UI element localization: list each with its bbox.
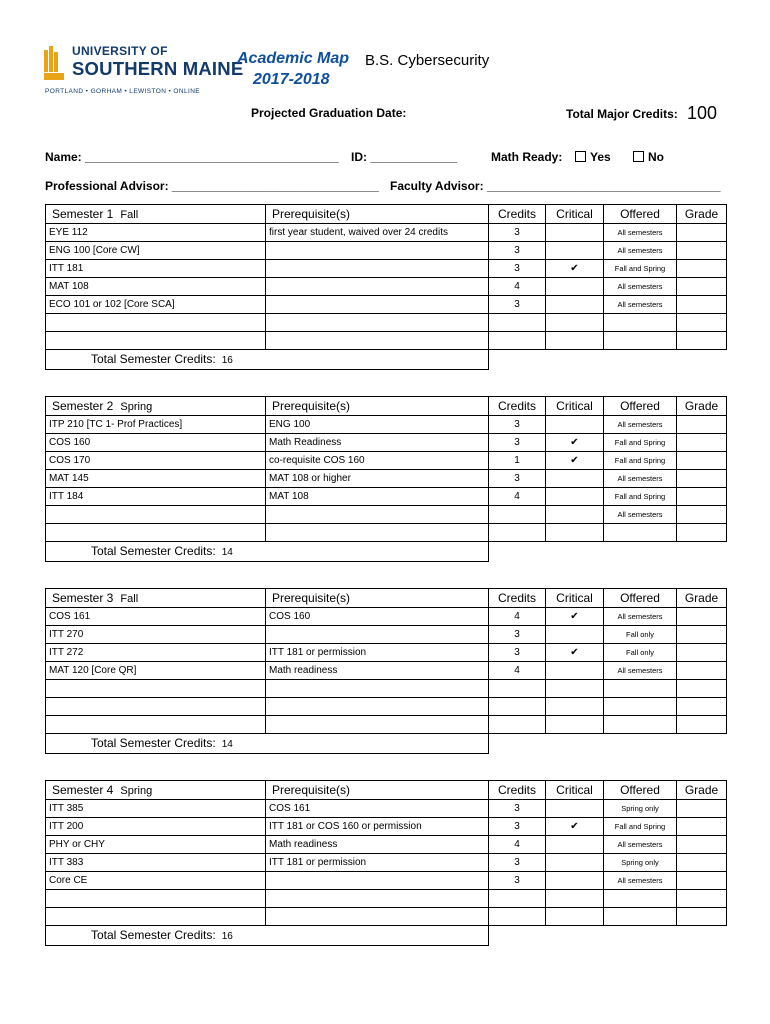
total-semester-credits bbox=[46, 350, 489, 370]
critical-cell[interactable] bbox=[546, 506, 604, 524]
grade-cell[interactable] bbox=[677, 854, 727, 872]
prereq-cell[interactable]: MAT 108 or higher bbox=[266, 470, 489, 488]
course-cell[interactable]: PHY or CHY bbox=[46, 836, 266, 854]
course-row bbox=[46, 890, 727, 908]
course-row bbox=[46, 506, 727, 524]
critical-cell[interactable] bbox=[546, 698, 604, 716]
math-ready-label: Math Ready: bbox=[491, 150, 563, 164]
credits-cell[interactable]: 3 bbox=[489, 296, 546, 314]
grade-header: Grade bbox=[677, 589, 727, 608]
offered-cell[interactable] bbox=[604, 890, 677, 908]
prereq-cell[interactable] bbox=[266, 332, 489, 350]
credits-cell[interactable]: 3 bbox=[489, 416, 546, 434]
course-cell[interactable] bbox=[46, 314, 266, 332]
offered-cell[interactable] bbox=[604, 332, 677, 350]
offered-cell[interactable] bbox=[604, 314, 677, 332]
offered-header: Offered bbox=[604, 397, 677, 416]
offered-cell[interactable]: All semesters bbox=[604, 836, 677, 854]
credits-cell[interactable]: 1 bbox=[489, 452, 546, 470]
course-row bbox=[46, 314, 727, 332]
course-row bbox=[46, 332, 727, 350]
course-row bbox=[46, 416, 727, 434]
prereq-header: Prerequisite(s) bbox=[266, 589, 489, 608]
prereq-cell[interactable] bbox=[266, 680, 489, 698]
credits-cell[interactable]: 3 bbox=[489, 434, 546, 452]
offered-cell[interactable]: All semesters bbox=[604, 278, 677, 296]
credits-header: Credits bbox=[489, 205, 546, 224]
course-cell[interactable]: ITT 270 bbox=[46, 626, 266, 644]
credits-header: Credits bbox=[489, 397, 546, 416]
total-semester-credits-value: 16 bbox=[221, 354, 233, 366]
course-row bbox=[46, 434, 727, 452]
credits-cell[interactable]: 3 bbox=[489, 626, 546, 644]
course-row bbox=[46, 470, 727, 488]
prereq-cell[interactable] bbox=[266, 716, 489, 734]
prereq-cell[interactable] bbox=[266, 506, 489, 524]
grade-cell[interactable] bbox=[677, 872, 727, 890]
prereq-cell[interactable] bbox=[266, 872, 489, 890]
critical-header: Critical bbox=[546, 781, 604, 800]
course-row bbox=[46, 242, 727, 260]
credits-cell[interactable] bbox=[489, 698, 546, 716]
credits-cell[interactable] bbox=[489, 716, 546, 734]
course-row bbox=[46, 908, 727, 926]
table-header-row bbox=[46, 781, 727, 800]
course-cell[interactable] bbox=[46, 716, 266, 734]
prereq-cell[interactable]: MAT 108 bbox=[266, 488, 489, 506]
course-cell[interactable]: EYE 112 bbox=[46, 224, 266, 242]
grade-cell[interactable] bbox=[677, 224, 727, 242]
campus-list: PORTLAND • GORHAM • LEWISTON • ONLINE bbox=[45, 88, 201, 95]
prereq-cell[interactable] bbox=[266, 524, 489, 542]
semester-term: Fall bbox=[117, 592, 139, 605]
course-cell[interactable]: COS 170 bbox=[46, 452, 266, 470]
course-cell[interactable]: Core CE bbox=[46, 872, 266, 890]
offered-cell[interactable]: All semesters bbox=[604, 416, 677, 434]
course-cell[interactable] bbox=[46, 890, 266, 908]
course-cell[interactable]: ITT 184 bbox=[46, 488, 266, 506]
semester-term: Spring bbox=[117, 784, 153, 797]
prereq-cell[interactable]: first year student, waived over 24 credits bbox=[266, 224, 489, 242]
course-cell[interactable]: ITT 383 bbox=[46, 854, 266, 872]
credits-header: Credits bbox=[489, 589, 546, 608]
prereq-cell[interactable]: ITT 181 or permission bbox=[266, 854, 489, 872]
course-cell[interactable]: ITT 272 bbox=[46, 644, 266, 662]
math-ready-yes-option[interactable] bbox=[575, 150, 611, 164]
offered-cell[interactable] bbox=[604, 698, 677, 716]
grade-cell[interactable] bbox=[677, 452, 727, 470]
prereq-cell[interactable]: COS 160 bbox=[266, 608, 489, 626]
course-row bbox=[46, 644, 727, 662]
grade-header: Grade bbox=[677, 781, 727, 800]
course-cell[interactable] bbox=[46, 908, 266, 926]
grade-cell[interactable] bbox=[677, 800, 727, 818]
course-row bbox=[46, 260, 727, 278]
critical-check-icon[interactable]: ✔ bbox=[546, 818, 604, 836]
course-cell[interactable] bbox=[46, 524, 266, 542]
course-cell[interactable] bbox=[46, 506, 266, 524]
table-header-row bbox=[46, 397, 727, 416]
course-cell[interactable]: COS 160 bbox=[46, 434, 266, 452]
critical-cell[interactable] bbox=[546, 662, 604, 680]
offered-cell[interactable] bbox=[604, 716, 677, 734]
critical-cell[interactable] bbox=[546, 332, 604, 350]
offered-cell[interactable]: Fall and Spring bbox=[604, 434, 677, 452]
credits-cell[interactable] bbox=[489, 332, 546, 350]
critical-check-icon[interactable]: ✔ bbox=[546, 608, 604, 626]
critical-cell[interactable] bbox=[546, 470, 604, 488]
course-row bbox=[46, 488, 727, 506]
course-cell[interactable]: COS 161 bbox=[46, 608, 266, 626]
university-name-line2: SOUTHERN MAINE bbox=[72, 58, 244, 79]
course-row bbox=[46, 698, 727, 716]
credits-cell[interactable]: 3 bbox=[489, 800, 546, 818]
prereq-cell[interactable] bbox=[266, 242, 489, 260]
course-row bbox=[46, 854, 727, 872]
no-checkbox[interactable] bbox=[633, 151, 644, 162]
course-row bbox=[46, 836, 727, 854]
academic-year: 2017-2018 bbox=[253, 71, 330, 88]
prereq-cell[interactable]: Math readiness bbox=[266, 836, 489, 854]
course-row bbox=[46, 452, 727, 470]
course-row bbox=[46, 608, 727, 626]
total-semester-credits-value: 14 bbox=[221, 738, 233, 750]
id-field[interactable]: ID: _____________ bbox=[351, 150, 458, 164]
critical-cell[interactable] bbox=[546, 872, 604, 890]
course-cell[interactable] bbox=[46, 332, 266, 350]
grade-cell[interactable] bbox=[677, 416, 727, 434]
credits-cell[interactable]: 4 bbox=[489, 488, 546, 506]
grade-cell[interactable] bbox=[677, 506, 727, 524]
total-major-credits-value: 100 bbox=[687, 103, 718, 123]
offered-cell[interactable] bbox=[604, 908, 677, 926]
grade-cell[interactable] bbox=[677, 260, 727, 278]
grade-cell[interactable] bbox=[677, 608, 727, 626]
semester-label: Semester 2 bbox=[52, 398, 114, 413]
critical-check-icon[interactable]: ✔ bbox=[546, 644, 604, 662]
semester-label: Semester 3 bbox=[52, 590, 114, 605]
prereq-cell[interactable] bbox=[266, 260, 489, 278]
grade-cell[interactable] bbox=[677, 644, 727, 662]
critical-cell[interactable] bbox=[546, 278, 604, 296]
grade-cell[interactable] bbox=[677, 296, 727, 314]
projected-graduation-label: Projected Graduation Date: bbox=[251, 106, 407, 120]
offered-cell[interactable]: Fall only bbox=[604, 644, 677, 662]
offered-cell[interactable]: All semesters bbox=[604, 872, 677, 890]
offered-cell[interactable]: All semesters bbox=[604, 242, 677, 260]
course-row bbox=[46, 662, 727, 680]
prereq-cell[interactable] bbox=[266, 278, 489, 296]
grade-cell[interactable] bbox=[677, 818, 727, 836]
critical-cell[interactable] bbox=[546, 680, 604, 698]
prereq-cell[interactable]: Math Readiness bbox=[266, 434, 489, 452]
grade-header: Grade bbox=[677, 397, 727, 416]
course-cell[interactable] bbox=[46, 698, 266, 716]
prereq-cell[interactable]: ENG 100 bbox=[266, 416, 489, 434]
course-row bbox=[46, 680, 727, 698]
course-cell[interactable]: ENG 100 [Core CW] bbox=[46, 242, 266, 260]
offered-cell[interactable]: All semesters bbox=[604, 662, 677, 680]
semester-3-table bbox=[45, 588, 727, 754]
offered-cell[interactable]: Fall and Spring bbox=[604, 488, 677, 506]
course-row bbox=[46, 716, 727, 734]
grade-cell[interactable] bbox=[677, 680, 727, 698]
credits-cell[interactable]: 4 bbox=[489, 662, 546, 680]
critical-cell[interactable] bbox=[546, 836, 604, 854]
grade-cell[interactable] bbox=[677, 626, 727, 644]
offered-cell[interactable]: All semesters bbox=[604, 608, 677, 626]
critical-check-icon[interactable]: ✔ bbox=[546, 260, 604, 278]
course-row bbox=[46, 224, 727, 242]
total-semester-credits-value: 16 bbox=[221, 930, 233, 942]
grade-cell[interactable] bbox=[677, 470, 727, 488]
offered-cell[interactable]: Fall and Spring bbox=[604, 260, 677, 278]
course-cell[interactable]: ITT 181 bbox=[46, 260, 266, 278]
total-major-credits-label: Total Major Credits: bbox=[566, 107, 678, 121]
credits-cell[interactable] bbox=[489, 680, 546, 698]
offered-cell[interactable]: Fall and Spring bbox=[604, 452, 677, 470]
total-row bbox=[46, 926, 727, 946]
credits-cell[interactable] bbox=[489, 890, 546, 908]
total-semester-credits-label: Total Semester Credits: bbox=[91, 351, 216, 366]
semester-term: Spring bbox=[117, 400, 153, 413]
credits-header: Credits bbox=[489, 781, 546, 800]
offered-cell[interactable]: All semesters bbox=[604, 296, 677, 314]
credits-cell[interactable] bbox=[489, 314, 546, 332]
table-header-row bbox=[46, 589, 727, 608]
course-cell[interactable]: ITT 200 bbox=[46, 818, 266, 836]
critical-header: Critical bbox=[546, 205, 604, 224]
grade-cell[interactable] bbox=[677, 890, 727, 908]
prereq-cell[interactable] bbox=[266, 698, 489, 716]
offered-cell[interactable]: All semesters bbox=[604, 470, 677, 488]
credits-cell[interactable]: 3 bbox=[489, 260, 546, 278]
program-name: B.S. Cybersecurity bbox=[365, 52, 490, 69]
total-row bbox=[46, 350, 727, 370]
grade-cell[interactable] bbox=[677, 278, 727, 296]
credits-cell[interactable] bbox=[489, 908, 546, 926]
semester-label: Semester 4 bbox=[52, 782, 114, 797]
critical-cell[interactable] bbox=[546, 908, 604, 926]
critical-header: Critical bbox=[546, 397, 604, 416]
critical-cell[interactable] bbox=[546, 224, 604, 242]
math-ready-no-option[interactable] bbox=[633, 150, 664, 164]
prereq-cell[interactable]: Math readiness bbox=[266, 662, 489, 680]
offered-cell[interactable]: Fall only bbox=[604, 626, 677, 644]
yes-checkbox[interactable] bbox=[575, 151, 586, 162]
course-cell[interactable]: ITT 385 bbox=[46, 800, 266, 818]
prereq-cell[interactable]: ITT 181 or COS 160 or permission bbox=[266, 818, 489, 836]
course-row bbox=[46, 800, 727, 818]
grade-cell[interactable] bbox=[677, 434, 727, 452]
semester-heading bbox=[46, 205, 266, 224]
prereq-cell[interactable] bbox=[266, 890, 489, 908]
credits-cell[interactable] bbox=[489, 506, 546, 524]
credits-cell[interactable]: 4 bbox=[489, 278, 546, 296]
offered-cell[interactable] bbox=[604, 524, 677, 542]
grade-cell[interactable] bbox=[677, 662, 727, 680]
grade-cell[interactable] bbox=[677, 716, 727, 734]
prereq-cell[interactable]: co-requisite COS 160 bbox=[266, 452, 489, 470]
course-row bbox=[46, 524, 727, 542]
critical-cell[interactable] bbox=[546, 716, 604, 734]
offered-cell[interactable]: All semesters bbox=[604, 506, 677, 524]
critical-cell[interactable] bbox=[546, 524, 604, 542]
total-semester-credits bbox=[46, 542, 489, 562]
professional-advisor-field[interactable]: Professional Advisor: _______________________________ bbox=[45, 179, 379, 193]
total-semester-credits bbox=[46, 734, 489, 754]
course-cell[interactable]: MAT 145 bbox=[46, 470, 266, 488]
grade-cell[interactable] bbox=[677, 242, 727, 260]
course-cell[interactable]: MAT 120 [Core QR] bbox=[46, 662, 266, 680]
prereq-cell[interactable] bbox=[266, 296, 489, 314]
offered-cell[interactable]: Spring only bbox=[604, 854, 677, 872]
course-cell[interactable]: ITP 210 [TC 1- Prof Practices] bbox=[46, 416, 266, 434]
offered-header: Offered bbox=[604, 205, 677, 224]
credits-cell[interactable]: 3 bbox=[489, 644, 546, 662]
prereq-cell[interactable]: ITT 181 or permission bbox=[266, 644, 489, 662]
map-title: Academic Map bbox=[237, 50, 350, 67]
semester-2-table bbox=[45, 396, 727, 562]
course-row bbox=[46, 626, 727, 644]
credits-cell[interactable]: 4 bbox=[489, 836, 546, 854]
credits-cell[interactable]: 3 bbox=[489, 854, 546, 872]
critical-cell[interactable] bbox=[546, 854, 604, 872]
yes-label: Yes bbox=[590, 150, 611, 164]
total-row bbox=[46, 734, 727, 754]
critical-cell[interactable] bbox=[546, 296, 604, 314]
grade-header: Grade bbox=[677, 205, 727, 224]
critical-cell[interactable] bbox=[546, 488, 604, 506]
credits-cell[interactable]: 3 bbox=[489, 242, 546, 260]
prereq-cell[interactable] bbox=[266, 314, 489, 332]
prereq-header: Prerequisite(s) bbox=[266, 205, 489, 224]
name-field[interactable]: Name: ______________________________________ bbox=[45, 150, 339, 164]
credits-cell[interactable]: 3 bbox=[489, 872, 546, 890]
prereq-header: Prerequisite(s) bbox=[266, 781, 489, 800]
total-row bbox=[46, 542, 727, 562]
grade-cell[interactable] bbox=[677, 908, 727, 926]
total-semester-credits-label: Total Semester Credits: bbox=[91, 735, 216, 750]
credits-cell[interactable]: 3 bbox=[489, 470, 546, 488]
credits-cell[interactable]: 3 bbox=[489, 224, 546, 242]
semester-term: Fall bbox=[117, 208, 139, 221]
semester-4-table bbox=[45, 780, 727, 946]
grade-cell[interactable] bbox=[677, 488, 727, 506]
semester-heading bbox=[46, 397, 266, 416]
offered-cell[interactable]: Fall and Spring bbox=[604, 818, 677, 836]
no-label: No bbox=[648, 150, 664, 164]
course-cell[interactable]: MAT 108 bbox=[46, 278, 266, 296]
total-semester-credits-label: Total Semester Credits: bbox=[91, 543, 216, 558]
course-row bbox=[46, 818, 727, 836]
credits-cell[interactable]: 4 bbox=[489, 608, 546, 626]
prereq-cell[interactable] bbox=[266, 626, 489, 644]
grade-cell[interactable] bbox=[677, 332, 727, 350]
total-semester-credits-label: Total Semester Credits: bbox=[91, 927, 216, 942]
critical-cell[interactable] bbox=[546, 314, 604, 332]
faculty-advisor-field[interactable]: Faculty Advisor: ___________________________________ bbox=[390, 179, 721, 193]
total-semester-credits-value: 14 bbox=[221, 546, 233, 558]
offered-header: Offered bbox=[604, 781, 677, 800]
credits-cell[interactable]: 3 bbox=[489, 818, 546, 836]
credits-cell[interactable] bbox=[489, 524, 546, 542]
grade-cell[interactable] bbox=[677, 836, 727, 854]
critical-cell[interactable] bbox=[546, 890, 604, 908]
course-row bbox=[46, 872, 727, 890]
prereq-cell[interactable]: COS 161 bbox=[266, 800, 489, 818]
course-cell[interactable]: ECO 101 or 102 [Core SCA] bbox=[46, 296, 266, 314]
critical-cell[interactable] bbox=[546, 800, 604, 818]
critical-cell[interactable] bbox=[546, 416, 604, 434]
critical-cell[interactable] bbox=[546, 626, 604, 644]
grade-cell[interactable] bbox=[677, 698, 727, 716]
prereq-cell[interactable] bbox=[266, 908, 489, 926]
offered-cell[interactable]: Spring only bbox=[604, 800, 677, 818]
course-row bbox=[46, 296, 727, 314]
critical-cell[interactable] bbox=[546, 242, 604, 260]
offered-cell[interactable] bbox=[604, 680, 677, 698]
prereq-header: Prerequisite(s) bbox=[266, 397, 489, 416]
offered-cell[interactable]: All semesters bbox=[604, 224, 677, 242]
total-semester-credits bbox=[46, 926, 489, 946]
critical-check-icon[interactable]: ✔ bbox=[546, 434, 604, 452]
offered-header: Offered bbox=[604, 589, 677, 608]
grade-cell[interactable] bbox=[677, 524, 727, 542]
course-row bbox=[46, 278, 727, 296]
course-cell[interactable] bbox=[46, 680, 266, 698]
critical-header: Critical bbox=[546, 589, 604, 608]
semester-heading bbox=[46, 781, 266, 800]
table-header-row bbox=[46, 205, 727, 224]
semester-heading bbox=[46, 589, 266, 608]
semester-1-table bbox=[45, 204, 727, 370]
usm-logo-icon bbox=[44, 46, 64, 80]
critical-check-icon[interactable]: ✔ bbox=[546, 452, 604, 470]
grade-cell[interactable] bbox=[677, 314, 727, 332]
semester-label: Semester 1 bbox=[52, 206, 114, 221]
university-name-line1: UNIVERSITY OF bbox=[72, 44, 168, 58]
